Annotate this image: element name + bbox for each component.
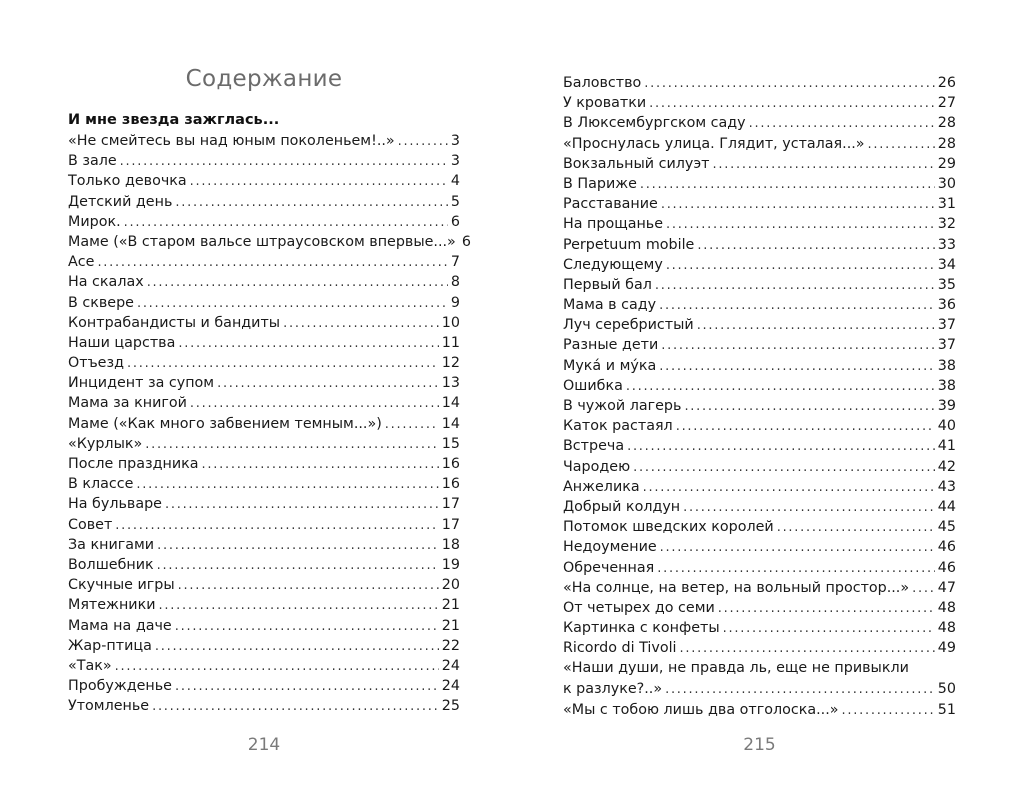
dot-leader	[124, 213, 448, 233]
toc-entry	[563, 618, 956, 638]
dot-leader	[684, 397, 934, 417]
toc-entry-title: Недоумение	[563, 539, 657, 556]
toc-entry-page: 21	[441, 617, 460, 634]
dot-leader	[640, 175, 935, 195]
toc-entry	[68, 252, 460, 272]
dot-leader	[659, 296, 935, 316]
right-page	[563, 0, 956, 788]
toc-entry-title: У кроватки	[563, 95, 647, 112]
toc-entry	[68, 414, 460, 434]
dot-leader	[657, 559, 935, 579]
toc-entry-page: 21	[441, 597, 460, 614]
toc-entry-title: Инцидент за супом	[68, 375, 215, 392]
toc-entry-page: 9	[450, 294, 460, 311]
toc-entry-title: Маме («В старом вальсе штраусовском впервые...»	[68, 233, 456, 250]
dot-leader	[175, 193, 448, 213]
toc-entry-page: 16	[441, 476, 460, 493]
toc-entry	[563, 275, 956, 295]
dot-leader	[202, 455, 439, 475]
toc-entry	[68, 151, 460, 171]
dot-leader	[398, 132, 448, 152]
toc-entry-page: 4	[450, 173, 460, 190]
page-number-right: 215	[743, 735, 776, 755]
toc-entry-title: Мама за книгой	[68, 395, 187, 412]
dot-leader	[626, 377, 935, 397]
left-page	[68, 0, 471, 788]
toc-entry	[563, 356, 956, 376]
toc-entry-title: Чародею	[563, 458, 631, 475]
toc-entry	[563, 295, 956, 315]
dot-leader	[666, 256, 935, 276]
dot-leader	[159, 596, 439, 616]
toc-entry-page: 44	[937, 498, 956, 515]
toc-entry-title: Вокзальный силуэт	[563, 155, 710, 172]
toc-entry-title: Мама в саду	[563, 297, 657, 314]
toc-entry-title: Луч серебристый	[563, 317, 694, 334]
toc-entry-page: 20	[441, 577, 460, 594]
toc-entry	[563, 497, 956, 517]
toc-entry	[68, 293, 460, 313]
dot-leader	[178, 576, 439, 596]
toc-entry-page: 15	[441, 435, 460, 452]
dot-leader	[718, 599, 935, 619]
toc-entry-title: Только девочка	[68, 173, 187, 190]
toc-entry	[68, 515, 460, 535]
toc-entry-title: В классе	[68, 476, 134, 493]
toc-entry-page: 17	[441, 496, 460, 513]
toc-entry-title: Картинка с конфеты	[563, 620, 720, 637]
page-title: Содержание	[185, 66, 343, 92]
toc-entry	[68, 353, 460, 373]
dot-leader	[137, 294, 448, 314]
dot-leader	[644, 74, 935, 94]
toc-entry-page: 17	[441, 516, 460, 533]
dot-leader	[655, 276, 935, 296]
toc-entry-title: Маме («Как много забвением темным...»)	[68, 415, 382, 432]
dot-leader	[665, 680, 935, 700]
toc-entry-page: 8	[450, 274, 460, 291]
toc-entry-page: 12	[441, 355, 460, 372]
toc-entry-page: 22	[441, 637, 460, 654]
toc-entry-page: 6	[461, 233, 471, 250]
toc-entry-page: 45	[937, 519, 956, 536]
page-number-left: 214	[247, 735, 281, 755]
toc-entry	[563, 578, 956, 598]
toc-entry	[563, 376, 956, 396]
dot-leader	[697, 236, 934, 256]
toc-entry-page: 42	[937, 458, 956, 475]
dot-leader	[643, 478, 935, 498]
toc-entry	[68, 474, 460, 494]
toc-entry	[563, 255, 956, 275]
toc-entry-title: Встреча	[563, 438, 625, 455]
toc-entry	[563, 537, 956, 557]
toc-entry-title: Мятежники	[68, 597, 156, 614]
toc-entry	[68, 171, 460, 191]
dot-leader	[115, 516, 439, 536]
toc-entry-page: 14	[441, 395, 460, 412]
toc-entry-title: После праздника	[68, 456, 199, 472]
toc-entry	[68, 454, 460, 474]
dot-leader	[676, 417, 935, 437]
toc-entry	[563, 174, 956, 194]
toc-entry-title: «Так»	[68, 657, 112, 674]
toc-entry	[68, 192, 460, 212]
toc-entry-title: Асе	[68, 254, 95, 271]
toc-entry-page: 31	[937, 196, 956, 213]
toc-entry-title: Первый бал	[563, 276, 652, 293]
toc-entry-title: В сквере	[68, 294, 134, 311]
toc-entry-title: Утомленье	[68, 698, 150, 715]
toc-entry	[68, 232, 471, 252]
dot-leader	[713, 155, 935, 175]
toc-entry	[68, 333, 460, 353]
dot-leader	[155, 637, 439, 657]
toc-entry-title: Ricordo di Tivoli	[563, 640, 677, 657]
toc-entry-page: 11	[441, 334, 460, 351]
toc-entry-title: Мирок.	[68, 213, 121, 230]
dot-leader	[627, 437, 935, 457]
dot-leader	[147, 273, 448, 293]
toc-entry-page: 40	[937, 418, 956, 435]
dot-leader	[165, 495, 439, 515]
toc-entry-page: 51	[937, 701, 956, 718]
toc-entry-page: 30	[937, 175, 956, 192]
toc-entry-page: 28	[937, 135, 956, 152]
toc-entry-title: Добрый колдун	[563, 498, 681, 515]
dot-leader	[136, 475, 438, 495]
toc-entry-page: 36	[937, 297, 956, 314]
toc-entry-page: 35	[937, 276, 956, 293]
toc-entry	[563, 315, 956, 335]
toc-entry	[563, 235, 956, 255]
toc-entry	[68, 373, 460, 393]
toc-entry	[563, 154, 956, 174]
dot-leader	[868, 135, 935, 155]
toc-entry-page: 38	[937, 377, 956, 394]
toc-entry	[563, 113, 956, 133]
toc-entry	[68, 575, 460, 595]
section-heading: И мне звезда зажглась...	[68, 112, 280, 128]
toc-entry-page: 48	[937, 599, 956, 616]
dot-leader	[157, 556, 439, 576]
toc-entry-title: Каток растаял	[563, 418, 673, 435]
toc-entry-title: «Проснулась улица. Глядит, усталая...»	[563, 135, 865, 152]
toc-entry-page: 16	[441, 456, 460, 472]
toc-entry	[68, 595, 460, 615]
toc-entry-title: На скалах	[68, 274, 144, 291]
toc-entry	[68, 131, 460, 151]
toc-entry-page: 19	[441, 556, 460, 573]
toc-entry	[68, 676, 460, 696]
toc-entry-title: Отъезд	[68, 355, 124, 372]
toc-entry	[68, 696, 460, 716]
toc-entry-page: 34	[937, 256, 956, 273]
toc-entry	[563, 416, 956, 436]
toc-entry-page: 28	[937, 115, 956, 132]
toc-entry	[68, 616, 460, 636]
dot-leader	[659, 357, 935, 377]
dot-leader	[283, 314, 439, 334]
toc-entry	[563, 93, 956, 113]
toc-entry-title: Разные дети	[563, 337, 659, 354]
dot-leader	[385, 415, 439, 435]
toc-entry-page: 3	[450, 133, 460, 149]
toc-entry-page: 7	[450, 254, 460, 271]
toc-entry-title: Совет	[68, 516, 113, 533]
toc-entry-title: На бульваре	[68, 496, 162, 513]
toc-entry-title: «На солнце, на ветер, на вольный простор...»	[563, 579, 910, 596]
toc-entry-page: 48	[937, 620, 956, 637]
toc-entry	[563, 73, 956, 93]
toc-entry-page: 37	[937, 337, 956, 354]
toc-entry	[563, 214, 956, 234]
toc-entry-title: Скучные игры	[68, 577, 175, 594]
toc-entry-page: 46	[937, 559, 956, 576]
toc-list-right	[563, 73, 956, 720]
toc-entry	[68, 272, 460, 292]
toc-entry-page: 27	[937, 95, 956, 112]
toc-entry	[563, 700, 956, 720]
toc-entry-page: 5	[450, 193, 460, 210]
toc-entry-line2	[563, 679, 956, 700]
dot-leader	[697, 316, 935, 336]
dot-leader	[190, 172, 448, 192]
dot-leader	[217, 374, 439, 394]
toc-list-left	[68, 131, 471, 716]
toc-entry-title: «Наши души, не правда ль, еще не привыкли	[563, 660, 909, 677]
toc-entry-page: 24	[441, 678, 460, 695]
dot-leader	[683, 498, 935, 518]
toc-entry-page: 24	[441, 657, 460, 674]
dot-leader	[178, 334, 438, 354]
toc-entry-title: В чужой лагерь	[563, 398, 682, 414]
toc-entry-page: 3	[450, 153, 460, 170]
dot-leader	[649, 94, 935, 114]
toc-entry	[68, 393, 460, 413]
toc-entry	[68, 212, 460, 232]
dot-leader	[661, 195, 935, 215]
toc-entry-title: Мука́ и му́ка	[563, 357, 657, 374]
dot-leader	[115, 657, 439, 677]
dot-leader	[152, 697, 439, 717]
toc-entry-page: 41	[937, 438, 956, 455]
toc-entry-page: 46	[937, 539, 956, 556]
toc-entry-title: Пробужденье	[68, 678, 172, 695]
dot-leader	[145, 435, 439, 455]
toc-entry	[563, 638, 956, 658]
toc-entry	[563, 558, 956, 578]
toc-entry	[563, 335, 956, 355]
toc-entry	[68, 656, 460, 676]
dot-leader	[175, 677, 439, 697]
toc-entry-title: Анжелика	[563, 478, 640, 495]
toc-entry	[563, 658, 956, 699]
toc-entry	[563, 194, 956, 214]
toc-entry-page: 37	[937, 317, 956, 334]
toc-entry-title: За книгами	[68, 536, 155, 553]
toc-entry-page: 6	[450, 213, 460, 230]
toc-entry	[68, 555, 460, 575]
dot-leader	[912, 579, 935, 599]
toc-entry	[563, 457, 956, 477]
toc-entry-title: В зале	[68, 153, 117, 170]
toc-entry-title: В Париже	[563, 175, 637, 192]
dot-leader	[157, 536, 439, 556]
toc-entry-page: 33	[937, 236, 956, 253]
toc-entry	[68, 535, 460, 555]
toc-entry	[563, 598, 956, 618]
toc-entry-title: Детский день	[68, 193, 173, 210]
dot-leader	[661, 336, 935, 356]
dot-leader	[666, 215, 935, 235]
toc-entry-page: 49	[937, 640, 956, 657]
dot-leader	[97, 253, 447, 273]
toc-entry-title: Следующему	[563, 256, 663, 273]
toc-entry-title: Perpetuum mobile	[563, 236, 695, 253]
dot-leader	[633, 458, 935, 478]
toc-entry-title-continued: к разлуке?..»	[563, 680, 663, 697]
toc-entry	[563, 134, 956, 154]
toc-entry-page: 18	[441, 536, 460, 553]
toc-entry	[563, 477, 956, 497]
toc-entry-page: 47	[937, 579, 956, 596]
toc-entry-page: 43	[937, 478, 956, 495]
toc-entry	[68, 434, 460, 454]
toc-entry	[68, 636, 460, 656]
toc-entry-title: «Мы с тобою лишь два отголоска...»	[563, 701, 839, 718]
toc-entry-title: Мама на даче	[68, 617, 172, 634]
toc-entry-title: Ошибка	[563, 377, 623, 394]
dot-leader	[842, 701, 935, 721]
toc-entry-title: Потомок шведских королей	[563, 519, 774, 536]
toc-entry-page: 50	[937, 680, 956, 697]
toc-entry-page: 25	[441, 698, 460, 715]
toc-entry-page: 26	[937, 75, 956, 91]
toc-entry-title: От четырех до семи	[563, 599, 715, 616]
toc-entry-title: Контрабандисты и бандиты	[68, 314, 281, 331]
toc-entry-title: Баловство	[563, 75, 642, 91]
toc-entry-page: 39	[937, 398, 956, 414]
toc-entry-title: В Люксембургском саду	[563, 115, 746, 132]
toc-entry-title: На прощанье	[563, 216, 664, 233]
toc-entry-title: Волшебник	[68, 556, 154, 573]
toc-entry	[563, 436, 956, 456]
toc-entry-title: Расставание	[563, 196, 658, 213]
dot-leader	[175, 617, 439, 637]
dot-leader	[660, 538, 935, 558]
toc-entry	[68, 313, 460, 333]
toc-entry	[563, 517, 956, 537]
toc-entry-page: 13	[441, 375, 460, 392]
toc-entry-title: Наши царства	[68, 334, 176, 351]
dot-leader	[190, 394, 439, 414]
toc-entry-title: Обреченная	[563, 559, 655, 576]
dot-leader	[723, 619, 935, 639]
toc-entry-page: 14	[441, 415, 460, 432]
dot-leader	[680, 639, 935, 659]
toc-entry-title: Жар-птица	[68, 637, 152, 654]
toc-entry-page: 10	[441, 314, 460, 331]
dot-leader	[120, 152, 448, 172]
toc-entry-title: «Не смейтесь вы над юным поколеньем!..»	[68, 133, 395, 149]
toc-entry	[68, 494, 460, 514]
dot-leader	[777, 518, 935, 538]
toc-entry-title: «Курлык»	[68, 435, 143, 452]
toc-entry-page: 32	[937, 216, 956, 233]
toc-entry-page: 29	[937, 155, 956, 172]
toc-entry-page: 38	[937, 357, 956, 374]
toc-entry	[563, 396, 956, 416]
dot-leader	[127, 354, 439, 374]
dot-leader	[749, 114, 935, 134]
